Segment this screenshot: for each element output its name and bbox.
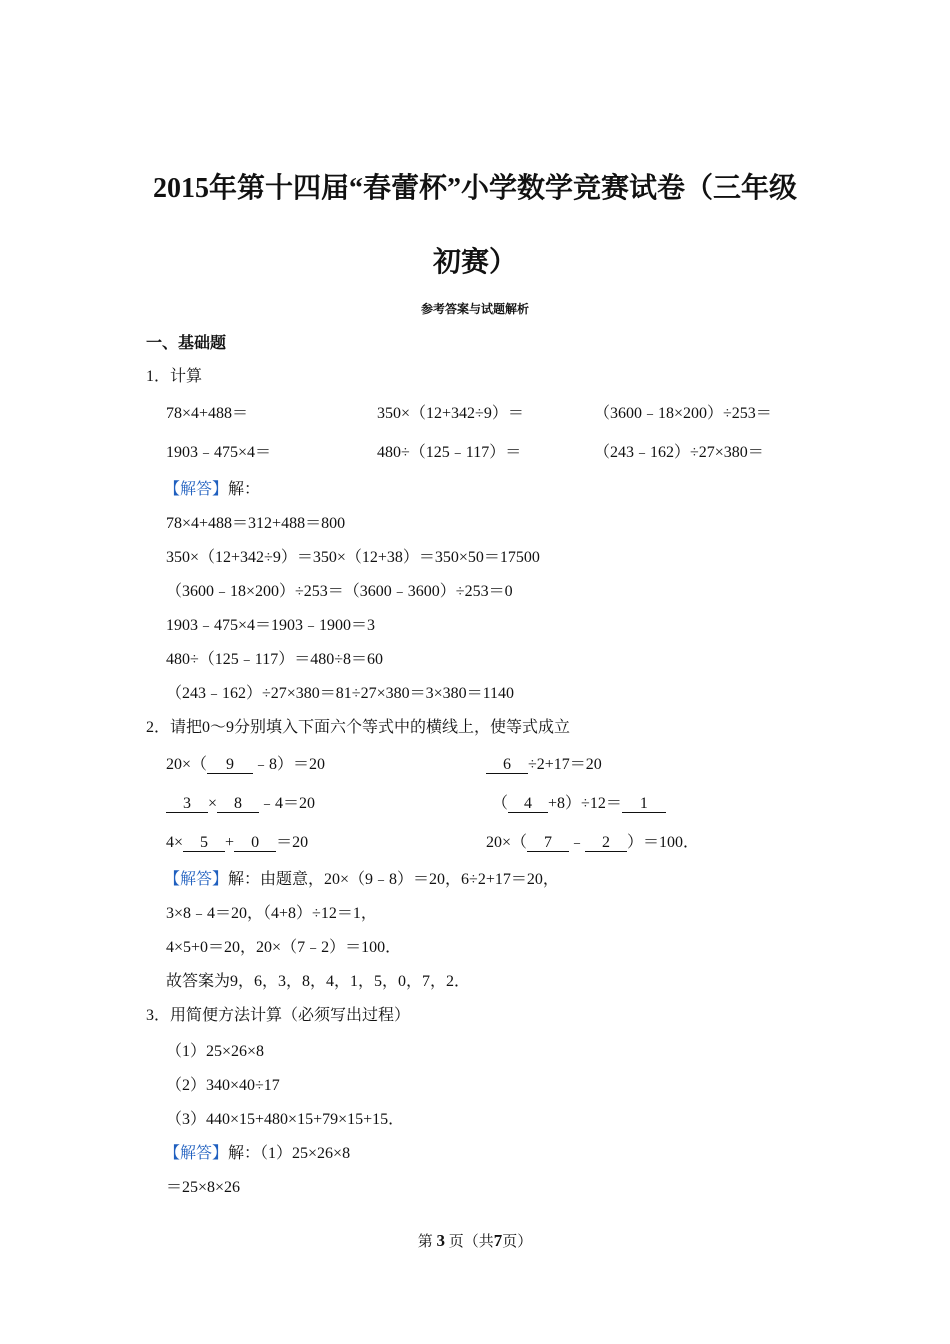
q1-problem-2: 350×（12+342÷9）＝ — [377, 405, 524, 422]
q3-answer-line-1 — [164, 1140, 350, 1163]
answer-text: 解：由题意，20×（9﹣8）＝20，6÷2+17＝20， — [228, 871, 559, 888]
eq-text: ÷2+17＝20 — [528, 756, 602, 773]
q1-problem-1: 78×4+488＝ — [166, 405, 249, 422]
fill-blank: 6 — [486, 756, 528, 774]
answer-tag: 【解答】 — [164, 1145, 229, 1162]
q1-solution-2: 350×（12+342÷9）＝350×（12+38）＝350×50＝17500 — [166, 549, 540, 566]
footer-text: 第 — [417, 1234, 433, 1250]
document-title-line1: 2015年第十四届“春蕾杯”小学数学竞赛试卷（三年级 — [152, 173, 797, 204]
fill-blank: 1 — [622, 795, 666, 813]
q3-answer-line-2: ＝25×8×26 — [166, 1179, 241, 1196]
fill-blank: 5 — [183, 834, 225, 852]
eq-text: ﹣4＝20 — [259, 795, 316, 812]
eq-text: ＝20 — [276, 834, 309, 851]
answer-intro: 解： — [228, 481, 261, 498]
q3-item-2: （2）340×40÷17 — [166, 1077, 280, 1094]
q1-solution-4: 1903﹣475×4＝1903﹣1900＝3 — [166, 617, 376, 634]
answer-tag: 【解答】 — [164, 871, 229, 888]
eq-text: +8）÷12＝ — [548, 795, 622, 812]
q3-item-1: （1）25×26×8 — [166, 1043, 265, 1060]
q1-answer — [164, 476, 260, 499]
section-heading-basic: 一、基础题 — [146, 335, 227, 352]
q1-solution-5: 480÷（125﹣117）＝480÷8＝60 — [166, 651, 383, 668]
fill-blank: 7 — [527, 834, 569, 852]
page-footer — [0, 1230, 950, 1251]
q1-solution-6: （243﹣162）÷27×380＝81÷27×380＝3×380＝1140 — [166, 685, 515, 702]
q2-equation-3 — [166, 790, 315, 813]
q2-answer-line-3: 4×5+0＝20，20×（7﹣2）＝100． — [166, 939, 402, 956]
q1-problem-4: 1903﹣475×4＝ — [166, 444, 272, 461]
fill-blank: 2 — [585, 834, 627, 852]
q2-equation-2 — [486, 751, 602, 774]
page-number: 3 — [436, 1231, 445, 1250]
q2-equation-1 — [166, 751, 325, 774]
eq-text: 20×（ — [486, 834, 528, 851]
q1-problem-5: 480÷（125﹣117）＝ — [377, 444, 522, 461]
q1-problem-3: （3600﹣18×200）÷253＝ — [594, 405, 772, 422]
q2-equation-6 — [486, 829, 699, 852]
document-title-line2: 初赛） — [432, 247, 517, 278]
eq-text: 4× — [166, 834, 184, 851]
eq-text: ）＝100． — [627, 834, 700, 851]
eq-text: + — [225, 834, 235, 851]
question-3-label: 3．用简便方法计算（必须写出过程） — [146, 1007, 411, 1024]
footer-text: 页） — [502, 1234, 533, 1250]
question-2-label: 2．请把0～9分别填入下面六个等式中的横线上，使等式成立 — [146, 719, 571, 736]
q2-equation-5 — [166, 829, 308, 852]
eq-text: ﹣ — [569, 834, 586, 851]
q2-equation-4 — [492, 790, 666, 813]
fill-blank: 9 — [207, 756, 253, 774]
fill-blank: 0 — [234, 834, 276, 852]
q1-problem-6: （243﹣162）÷27×380＝ — [594, 444, 764, 461]
fill-blank: 3 — [166, 795, 208, 813]
q1-solution-1: 78×4+488＝312+488＝800 — [166, 515, 346, 532]
question-1-label: 1．计算 — [146, 368, 203, 385]
fill-blank: 4 — [508, 795, 548, 813]
answer-tag: 【解答】 — [164, 481, 229, 498]
total-pages: 7 — [493, 1231, 503, 1250]
q2-answer-line-2: 3×8﹣4＝20，（4+8）÷12＝1， — [166, 905, 377, 922]
answer-text: 解：（1）25×26×8 — [228, 1145, 351, 1162]
q2-answer-line-4: 故答案为9，6，3，8，4，1，5，0，7，2． — [166, 973, 471, 990]
q1-solution-3: （3600﹣18×200）÷253＝（3600﹣3600）÷253＝0 — [166, 583, 513, 600]
eq-text: 20×（ — [166, 756, 208, 773]
eq-text: × — [208, 795, 218, 812]
q2-answer-line-1 — [164, 866, 559, 889]
eq-text: （ — [492, 795, 509, 812]
footer-text: 页（共 — [448, 1234, 494, 1250]
fill-blank: 8 — [217, 795, 259, 813]
q3-item-3: （3）440×15+480×15+79×15+15． — [166, 1111, 405, 1128]
eq-text: ﹣8）＝20 — [253, 756, 326, 773]
document-subtitle: 参考答案与试题解析 — [420, 302, 529, 316]
